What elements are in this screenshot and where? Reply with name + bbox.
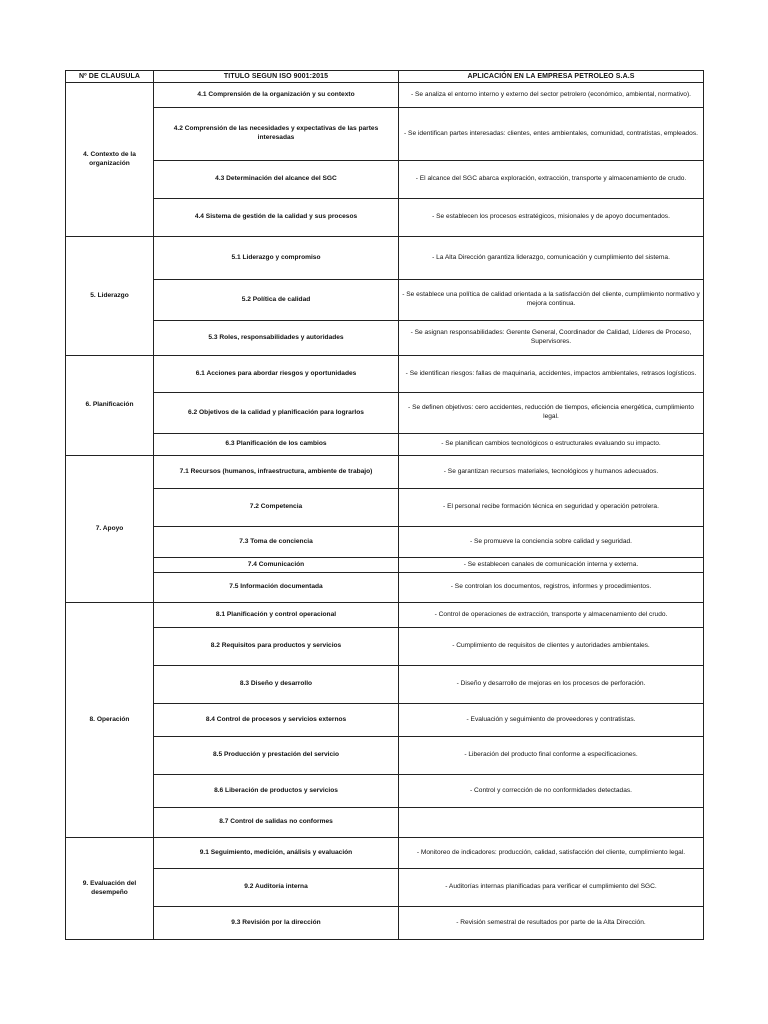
application-cell: - Se identifican riesgos: fallas de maquinaria, accidentes, impactos ambientales, retrasos logísticos. [399,356,704,393]
table-row [66,775,704,808]
application-cell: - Se definen objetivos: cero accidentes, reducción de tiempos, eficiencia energética, cumplimiento legal. [399,393,704,434]
application-cell: - Se identifican partes interesadas: clientes, entes ambientales, comunidad, contratistas, empleados. [399,108,704,161]
application-cell: - Se establecen los procesos estratégicos, misionales y de apoyo documentados. [399,199,704,237]
application-cell: - Se establece una política de calidad orientada a la satisfacción del cliente, cumplimiento normativo y mejora continua. [399,280,704,321]
table-row [66,280,704,321]
table-row [66,573,704,603]
application-cell: - Control de operaciones de extracción, transporte y almacenamiento del crudo. [399,603,704,628]
title-cell: 7.4 Comunicación [154,558,399,573]
clause-cell: 5. Liderazgo [66,237,154,356]
table-row [66,558,704,573]
table-row [66,704,704,737]
application-cell [399,808,704,838]
table-row [66,108,704,161]
title-cell: 4.4 Sistema de gestión de la calidad y sus procesos [154,199,399,237]
clause-cell: 6. Planificación [66,356,154,456]
clause-cell: 8. Operación [66,603,154,838]
title-cell: 8.1 Planificación y control operacional [154,603,399,628]
application-cell: - Se establecen canales de comunicación interna y externa. [399,558,704,573]
table-row [66,666,704,704]
application-cell: - Se garantizan recursos materiales, tecnológicos y humanos adecuados. [399,456,704,489]
application-cell: - Monitoreo de indicadores: producción, calidad, satisfacción del cliente, cumplimiento legal. [399,838,704,869]
table-row [66,907,704,940]
table-row [66,628,704,666]
application-cell: - Liberación del producto final conforme a especificaciones. [399,737,704,775]
application-cell: - Diseño y desarrollo de mejoras en los procesos de perforación. [399,666,704,704]
clause-cell: 4. Contexto de la organización [66,83,154,237]
title-cell: 6.2 Objetivos de la calidad y planificación para lograrlos [154,393,399,434]
clause-cell: 7. Apoyo [66,456,154,603]
table-row [66,83,704,108]
table-header-row [66,71,704,83]
title-cell: 7.1 Recursos (humanos, infraestructura, ambiente de trabajo) [154,456,399,489]
application-cell: - Se asignan responsabilidades: Gerente General, Coordinador de Calidad, Líderes de Proceso, Supervisores. [399,321,704,356]
table-row [66,161,704,199]
application-cell: - Se controlan los documentos, registros, informes y procedimientos. [399,573,704,603]
title-cell: 5.1 Liderazgo y compromiso [154,237,399,280]
application-cell: - Se analiza el entorno interno y externo del sector petrolero (económico, ambiental, normativo). [399,83,704,108]
title-cell: 4.2 Comprensión de las necesidades y expectativas de las partes interesadas [154,108,399,161]
title-cell: 5.2 Política de calidad [154,280,399,321]
table-row [66,393,704,434]
title-cell: 9.1 Seguimiento, medición, análisis y evaluación [154,838,399,869]
title-cell: 8.4 Control de procesos y servicios externos [154,704,399,737]
application-cell: - El personal recibe formación técnica en seguridad y operación petrolera. [399,489,704,527]
title-cell: 9.2 Auditoría interna [154,869,399,907]
table-row [66,737,704,775]
table-row [66,527,704,558]
application-cell: - El alcance del SGC abarca exploración, extracción, transporte y almacenamiento de crudo. [399,161,704,199]
application-cell: - Evaluación y seguimiento de proveedores y contratistas. [399,704,704,737]
title-cell: 6.1 Acciones para abordar riesgos y oportunidades [154,356,399,393]
header-application: APLICACIÓN EN LA EMPRESA PETROLEO S.A.S [399,71,704,83]
title-cell: 8.3 Diseño y desarrollo [154,666,399,704]
title-cell: 4.1 Comprensión de la organización y su contexto [154,83,399,108]
table-row [66,456,704,489]
title-cell: 6.3 Planificación de los cambios [154,434,399,456]
table-row [66,489,704,527]
table-row [66,321,704,356]
header-clause: Nº DE CLAUSULA [66,71,154,83]
title-cell: 8.6 Liberación de productos y servicios [154,775,399,808]
title-cell: 8.7 Control de salidas no conformes [154,808,399,838]
application-cell: - Cumplimiento de requisitos de clientes y autoridades ambientales. [399,628,704,666]
header-title: TITULO SEGUN ISO 9001:2015 [154,71,399,83]
application-cell: - Control y corrección de no conformidades detectadas. [399,775,704,808]
application-cell: - Se planifican cambios tecnológicos o estructurales evaluando su impacto. [399,434,704,456]
title-cell: 4.3 Determinación del alcance del SGC [154,161,399,199]
table-row [66,356,704,393]
title-cell: 7.3 Toma de conciencia [154,527,399,558]
title-cell: 5.3 Roles, responsabilidades y autoridades [154,321,399,356]
table-row [66,869,704,907]
title-cell: 7.2 Competencia [154,489,399,527]
table-row [66,838,704,869]
title-cell: 8.2 Requisitos para productos y servicios [154,628,399,666]
table-row [66,237,704,280]
application-cell: - Auditorías internas planificadas para verificar el cumplimiento del SGC. [399,869,704,907]
table-row [66,603,704,628]
table-row [66,808,704,838]
iso-clause-table [65,70,704,940]
clause-cell: 9. Evaluación del desempeño [66,838,154,940]
title-cell: 9.3 Revisión por la dirección [154,907,399,940]
table-row [66,434,704,456]
application-cell: - Revisión semestral de resultados por parte de la Alta Dirección. [399,907,704,940]
application-cell: - Se promueve la conciencia sobre calidad y seguridad. [399,527,704,558]
title-cell: 7.5 Información documentada [154,573,399,603]
table-row [66,199,704,237]
application-cell: - La Alta Dirección garantiza liderazgo, comunicación y cumplimiento del sistema. [399,237,704,280]
title-cell: 8.5 Producción y prestación del servicio [154,737,399,775]
